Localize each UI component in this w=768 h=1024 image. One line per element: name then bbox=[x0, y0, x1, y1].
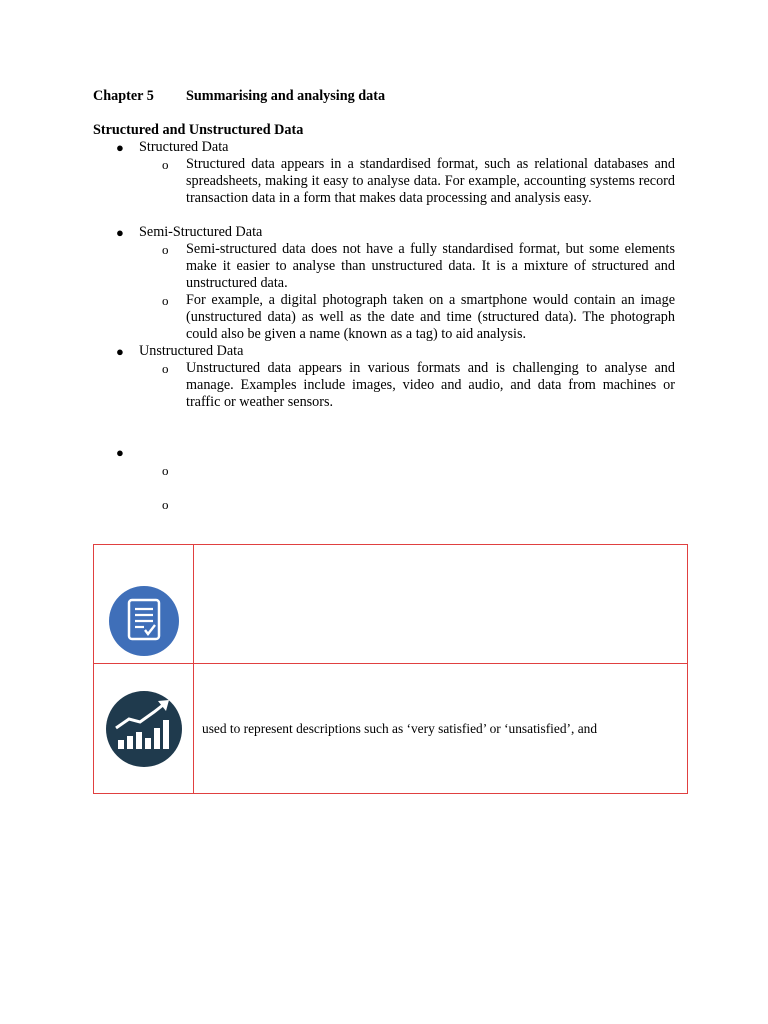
chapter-label: Chapter 5 bbox=[93, 88, 154, 104]
list-item-label: Structured Data bbox=[139, 139, 229, 155]
bullet-marker: ● bbox=[116, 225, 124, 240]
chapter-title: Summarising and analysing data bbox=[186, 88, 386, 104]
empty-sub-bullet-marker: o bbox=[162, 497, 169, 512]
icon-cell bbox=[94, 664, 194, 794]
table-row bbox=[94, 545, 688, 664]
section-heading: Structured and Unstructured Data bbox=[93, 122, 304, 138]
table-row bbox=[94, 664, 688, 794]
info-table bbox=[93, 544, 688, 794]
sub-bullet-marker: o bbox=[162, 242, 169, 257]
table-cell-text bbox=[194, 545, 688, 664]
list-item-text: For example, a digital photograph taken on a smartphone would contain an image (unstructured data) as well as the date and time (structured data). The photograph could also be given a name (known as a tag) to aid analysis. bbox=[186, 292, 675, 342]
list-item-text: Semi-structured data does not have a fully standardised format, but some elements make it easier to analyse than unstructured data. It is a mixture of structured and unstructured data. bbox=[186, 241, 675, 291]
list-item-label: Unstructured Data bbox=[139, 343, 244, 359]
growth-chart-icon bbox=[105, 690, 183, 768]
list-item-text: Structured data appears in a standardised format, such as relational databases and spreadsheets, making it easy to analyse data. For example, accounting systems record transaction data in a form that makes data processing and analysis easy. bbox=[186, 156, 675, 206]
document-checklist-icon bbox=[108, 585, 180, 657]
bullet-marker: ● bbox=[116, 344, 124, 359]
sub-bullet-marker: o bbox=[162, 293, 169, 308]
bullet-marker: ● bbox=[116, 140, 124, 155]
empty-bullet-marker: ● bbox=[116, 445, 124, 460]
list-item-text: Unstructured data appears in various formats and is challenging to analyse and manage. Examples include images, video and audio, and data from machines or traffic or weather sensors. bbox=[186, 360, 675, 410]
sub-bullet-marker: o bbox=[162, 157, 169, 172]
table-cell-text: used to represent descriptions such as ‘very satisfied’ or ‘unsatisfied’, and bbox=[194, 664, 688, 794]
list-item-label: Semi-Structured Data bbox=[139, 224, 263, 240]
sub-bullet-marker: o bbox=[162, 361, 169, 376]
icon-cell bbox=[94, 545, 194, 664]
empty-sub-bullet-marker: o bbox=[162, 463, 169, 478]
